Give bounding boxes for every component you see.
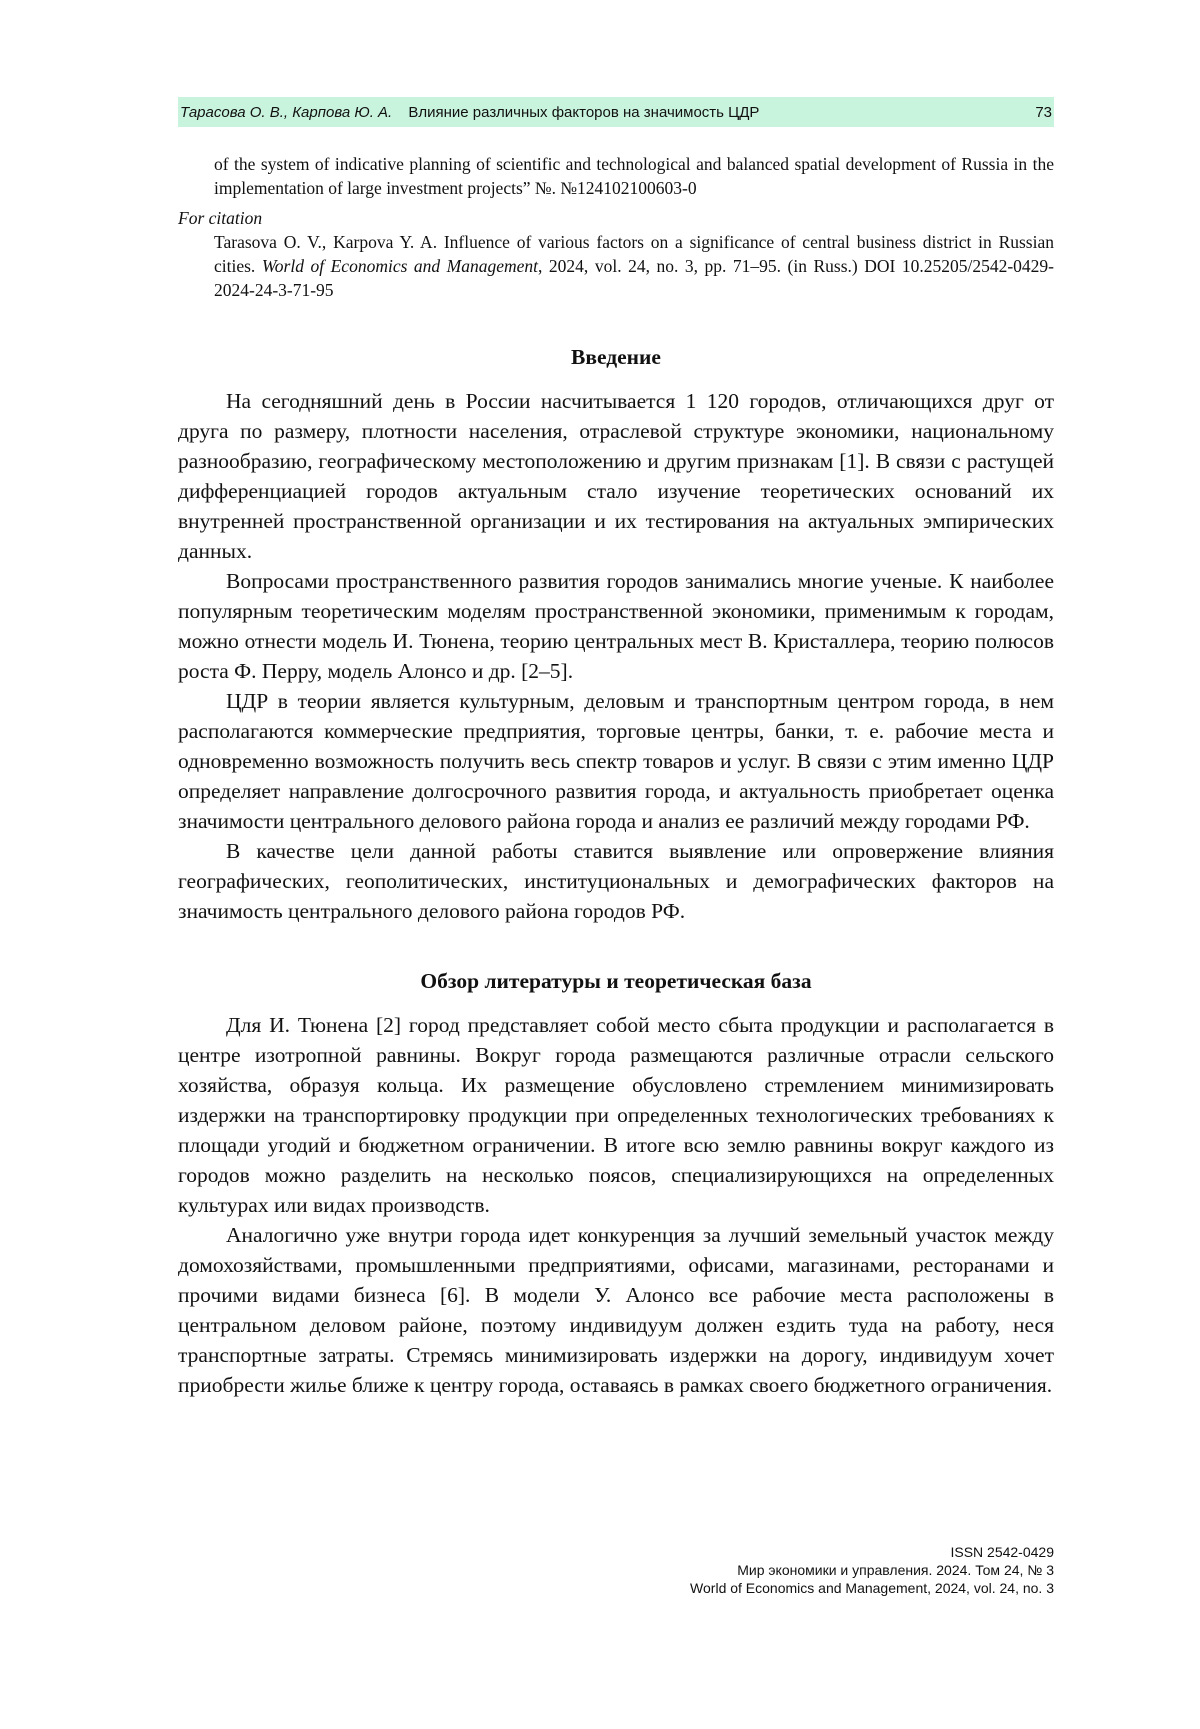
citation-text	[178, 230, 1054, 302]
footer-issn: ISSN 2542-0429	[950, 1544, 1054, 1560]
citation-journal: World of Economics and Management	[261, 256, 539, 276]
running-head-title: Влияние различных факторов на значимость ЦДР	[408, 103, 760, 121]
intro-paragraph: На сегодняшний день в России насчитывается 1 120 городов, отличающихся друг от друга по размеру, плотности населения, отраслевой структуре экономики, национальному разнообразию, географическому местоположению и другим признакам [1]. В связи с растущей дифференциацией городов актуальным стало изучение теоретических оснований их внутренней пространственной организации и их тестирования на актуальных эмпирических данных.	[178, 389, 1054, 563]
footer-journal-ru: Мир экономики и управления. 2024. Том 24, № 3	[737, 1562, 1054, 1578]
running-head-authors: Тарасова О. В., Карпова Ю. А.	[180, 103, 393, 121]
running-head-left	[180, 104, 759, 121]
article-body	[178, 342, 1054, 1400]
literature-paragraph: Для И. Тюнена [2] город представляет собой место сбыта продукции и располагается в центре изотропной равнины. Вокруг города размещаются различные отрасли сельского хозяйства, образуя кольца. Их размещение обусловлено стремлением минимизировать издержки на транспортировку продукции при определенных технологических требованиях к площади угодий и бюджетном ограничении. В итоге всю землю равнины вокруг каждого из городов можно разделить на несколько поясов, специализирующихся на определенных культурах или видах производств.	[178, 1013, 1054, 1217]
footer-journal-en: World of Economics and Management, 2024, vol. 24, no. 3	[690, 1580, 1054, 1596]
intro-paragraph: В качестве цели данной работы ставится выявление или опровержение влияния географических, геополитических, институциональных и демографических факторов на значимость центрального делового района городов РФ.	[178, 839, 1054, 923]
funding-note: of the system of indicative planning of scientific and technological and balanced spatial development of Russia in the implementation of large investment projects” №. №124102100603-0	[214, 154, 1054, 198]
intro-paragraph: ЦДР в теории является культурным, деловым и транспортным центром города, в нем располагаются коммерческие предприятия, торговые центры, банки, т. е. рабочие места и одновременно возможность получить весь спектр товаров и услуг. В связи с этим именно ЦДР определяет направление долгосрочного развития города, и актуальность приобретает оценка значимости центрального делового района города и анализ ее различий между городами РФ.	[178, 689, 1054, 833]
section-heading-literature: Обзор литературы и теоретическая база	[420, 969, 812, 993]
article-metadata	[178, 152, 1054, 302]
page-number: 73	[1035, 103, 1052, 121]
section-heading-intro: Введение	[571, 345, 661, 369]
intro-paragraph: Вопросами пространственного развития городов занимались многие ученые. К наиболее популярным теоретическим моделям пространственной экономики, применимым к городам, можно отнести модель И. Тюнена, теорию центральных мест В. Кристаллера, теорию полюсов роста Ф. Перру, модель Алонсо и др. [2–5].	[178, 569, 1054, 683]
running-head	[178, 97, 1054, 127]
page-footer	[690, 1543, 1054, 1597]
citation-authors-title: Tarasova O. V., Karpova Y. A. Influence of various factors on a significance of central business district in Russian cities.	[214, 232, 1054, 276]
citation-label: For citation	[178, 208, 263, 228]
literature-paragraph: Аналогично уже внутри города идет конкуренция за лучший земельный участок между домохозяйствами, промышленными предприятиями, офисами, магазинами, ресторанами и прочими видами бизнеса [6]. В модели У. Алонсо все рабочие места расположены в центральном деловом районе, поэтому индивидуум должен ездить туда на работу, неся транспортные затраты. Стремясь минимизировать издержки на дорогу, индивидуум хочет приобрести жилье ближе к центру города, оставаясь в рамках своего бюджетного ограничения.	[178, 1223, 1054, 1397]
citation-details: , 2024, vol. 24, no. 3, pp. 71–95. (in Russ.) DOI 10.25205/2542-0429-2024-24-3-71-95	[214, 256, 1055, 300]
